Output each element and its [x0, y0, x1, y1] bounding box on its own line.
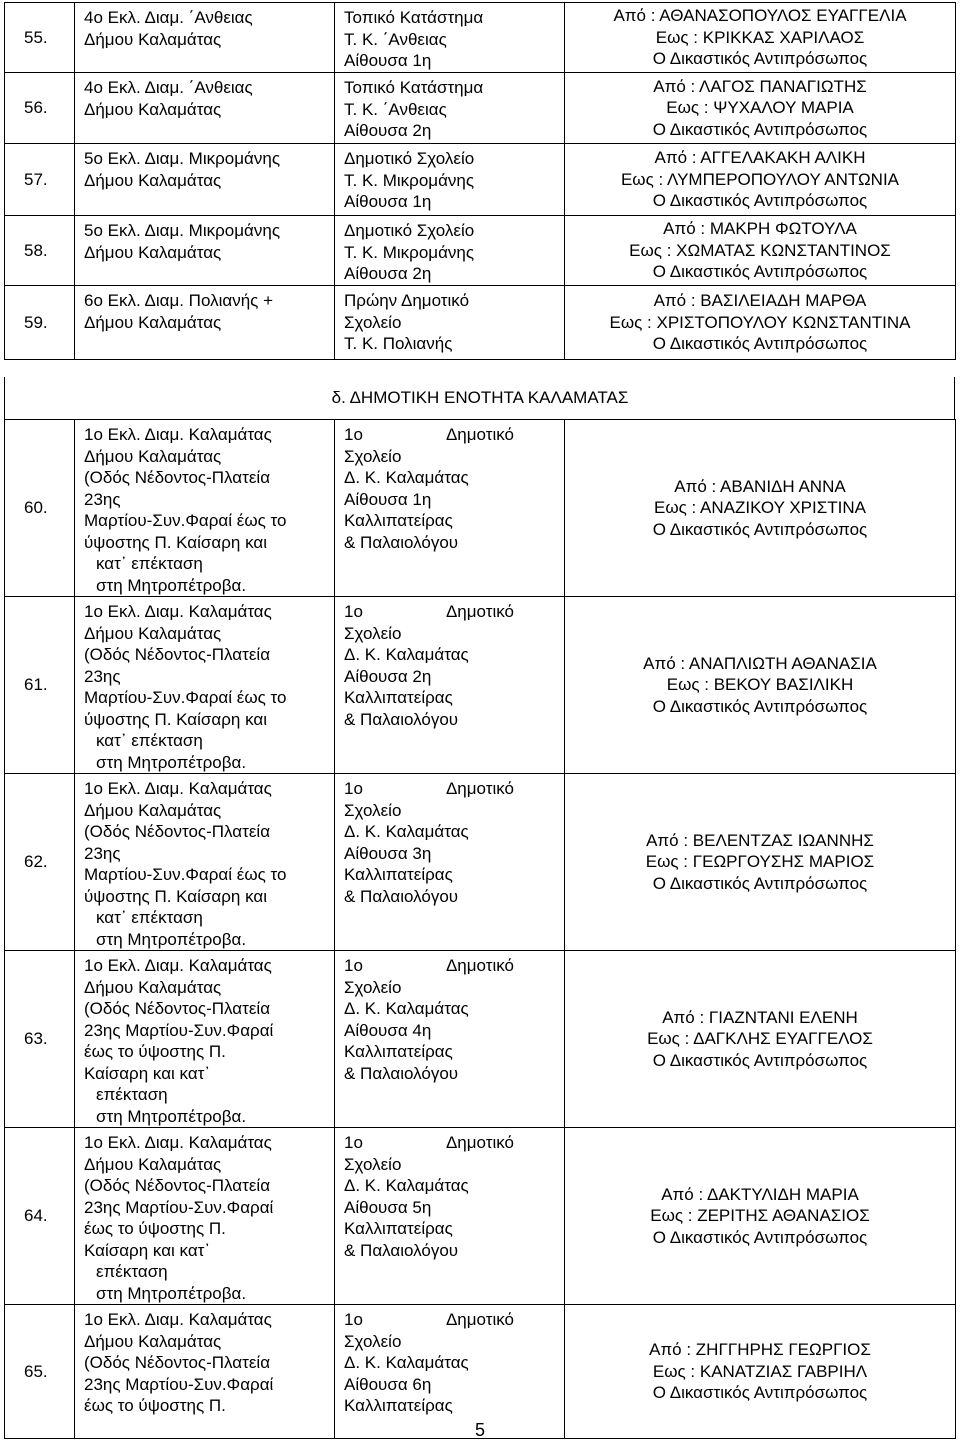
- text-line: (Οδός Νέδοντος-Πλατεία: [84, 1176, 271, 1195]
- text-line: Δήμου Καλαμάτας: [84, 242, 222, 262]
- text-line: επέκταση: [96, 1085, 168, 1104]
- text-line: Δημοτικό: [445, 779, 514, 798]
- text-line: ύψοστης Π. Καίσαρη και: [84, 709, 267, 729]
- text-line: Μαρτίου-Συν.Φαραί έως το: [84, 688, 287, 707]
- text-line: Δ. Κ. Καλαμάτας: [344, 645, 469, 664]
- text-line: Εως : ΚΡΙΚΚΑΣ ΧΑΡΙΛΑΟΣ: [655, 27, 865, 47]
- text-line: Από : ΑΝΑΠΛΙΩΤΗ ΑΘΑΝΑΣΙΑ: [643, 653, 877, 673]
- school-line: [344, 778, 514, 800]
- text-line: έως το ύψοστης Π.: [84, 1396, 226, 1415]
- section-band-left-border: [4, 377, 5, 420]
- row-number: 60.: [5, 420, 75, 597]
- text-line: κατ᾽ επέκταση: [96, 731, 203, 750]
- text-line: επέκταση: [96, 1262, 168, 1281]
- text-line: έως το ύψοστης Π.: [84, 1219, 226, 1238]
- text-line: Δήμου Καλαμάτας: [84, 977, 222, 997]
- text-line: Σχολείο: [344, 446, 402, 466]
- text-line: 23ης: [84, 489, 121, 509]
- representative-cell: [565, 951, 956, 1128]
- row-number: 59.: [5, 286, 75, 360]
- text-line: Αίθουσα 3η: [344, 843, 432, 863]
- text-line: Από : ΖΗΓΓΗΡΗΣ ΓΕΩΡΓΙΟΣ: [649, 1340, 871, 1360]
- text-line: 1ο: [344, 1310, 363, 1329]
- text-line: Αίθουσα 4η: [344, 1020, 432, 1040]
- text-line: Εως : ΚΑΝΑΤΖΙΑΣ ΓΑΒΡΙΗΛ: [652, 1361, 868, 1381]
- text-line: Εως : ΔΑΓΚΛΗΣ ΕΥΑΓΓΕΛΟΣ: [647, 1029, 873, 1049]
- school-line: [344, 1132, 514, 1154]
- district-cell: [75, 144, 335, 216]
- text-line: Καλλιπατείρας: [344, 511, 453, 530]
- text-line: Δ. Κ. Καλαμάτας: [344, 1353, 469, 1372]
- text-line: Δήμου Καλαμάτας: [84, 1154, 222, 1174]
- table-row: [5, 951, 956, 1128]
- text-line: Δήμου Καλαμάτας: [84, 800, 222, 820]
- table-row: [5, 73, 956, 144]
- text-line: Δήμου Καλαμάτας: [84, 170, 222, 190]
- text-line: (Οδός Νέδοντος-Πλατεία: [84, 999, 271, 1018]
- text-line: 1ο Εκλ. Διαμ. Καλαμάτας: [84, 956, 272, 975]
- text-line: Δημοτικό: [445, 1133, 514, 1152]
- table-row: [5, 774, 956, 951]
- text-line: Πρώην Δημοτικό: [344, 291, 470, 310]
- text-line: Δήμου Καλαμάτας: [84, 312, 222, 332]
- text-line: Δημοτικό Σχολείο: [344, 221, 475, 240]
- text-line: Δημοτικό: [445, 602, 514, 621]
- text-line: Δήμου Καλαμάτας: [84, 1331, 222, 1351]
- text-line: στη Μητροπέτροβα.: [96, 575, 247, 595]
- text-line: Τοπικό Κατάστημα: [344, 8, 484, 27]
- text-line: Από : ΑΓΓΕΛΑΚΑΚΗ ΑΛΙΚΗ: [654, 148, 866, 168]
- row-number: 63.: [5, 951, 75, 1128]
- text-line: Καλλιπατείρας: [344, 1042, 453, 1061]
- text-line: Εως : ΒΕΚΟΥ ΒΑΣΙΛΙΚΗ: [666, 675, 854, 695]
- location-cell: [335, 951, 565, 1128]
- text-line: Από : ΜΑΚΡΗ ΦΩΤΟΥΛΑ: [663, 219, 857, 239]
- row-number: 58.: [5, 216, 75, 286]
- text-line: Σχολείο: [344, 1331, 402, 1351]
- text-line: Καλλιπατείρας: [344, 1396, 453, 1415]
- text-line: 1ο: [344, 602, 363, 621]
- text-line: Από : ΒΑΣΙΛΕΙΑΔΗ ΜΑΡΘΑ: [653, 291, 867, 311]
- text-line: Καλλιπατείρας: [344, 865, 453, 884]
- district-cell: [75, 597, 335, 774]
- section-title: δ. ΔΗΜΟΤΙΚΗ ΕΝΟΤΗΤΑ ΚΑΛΑΜΑΤΑΣ: [331, 388, 629, 407]
- text-line: 23ης: [84, 843, 121, 863]
- text-line: Από : ΓΙΑΖΝΤΑΝΙ ΕΛΕΝΗ: [662, 1007, 858, 1027]
- text-line: ύψοστης Π. Καίσαρη και: [84, 886, 267, 906]
- location-cell: [335, 73, 565, 144]
- row-number: 62.: [5, 774, 75, 951]
- text-line: Δημοτικό Σχολείο: [344, 149, 475, 168]
- text-line: (Οδός Νέδοντος-Πλατεία: [84, 645, 271, 664]
- text-line: (Οδός Νέδοντος-Πλατεία: [84, 468, 271, 487]
- row-number: 56.: [5, 73, 75, 144]
- school-line: [344, 601, 514, 623]
- text-line: Τ. Κ. Μικρομάνης: [344, 170, 475, 190]
- text-line: Καίσαρη και κατ᾽: [84, 1240, 211, 1260]
- text-line: Ο Δικαστικός Αντιπρόσωπος: [652, 119, 868, 139]
- text-line: Σχολείο: [344, 800, 402, 820]
- text-line: & Παλαιολόγου: [344, 1063, 459, 1083]
- text-line: Εως : ΧΩΜΑΤΑΣ ΚΩΝΣΤΑΝΤΙΝΟΣ: [629, 240, 891, 260]
- text-line: Από : ΒΕΛΕΝΤΖΑΣ ΙΩΑΝΝΗΣ: [646, 830, 874, 850]
- text-line: Δ. Κ. Καλαμάτας: [344, 1176, 469, 1195]
- text-line: Δήμου Καλαμάτας: [84, 446, 222, 466]
- text-line: στη Μητροπέτροβα.: [96, 929, 247, 949]
- row-number: 61.: [5, 597, 75, 774]
- text-line: 4ο Εκλ. Διαμ. ΄Ανθειας: [84, 78, 253, 97]
- text-line: Ο Δικαστικός Αντιπρόσωπος: [652, 1227, 868, 1247]
- text-line: Σχολείο: [344, 312, 402, 332]
- district-cell: [75, 3, 335, 73]
- text-line: Ο Δικαστικός Αντιπρόσωπος: [652, 191, 868, 211]
- district-cell: [75, 774, 335, 951]
- section-band-right-border: [954, 377, 955, 420]
- text-line: Ο Δικαστικός Αντιπρόσωπος: [652, 1050, 868, 1070]
- text-line: Τοπικό Κατάστημα: [344, 78, 484, 97]
- text-line: Σχολείο: [344, 977, 402, 997]
- district-cell: [75, 1305, 335, 1439]
- text-line: κατ᾽ επέκταση: [96, 908, 203, 927]
- representative-cell: [565, 216, 956, 286]
- text-line: Από : ΑΒΑΝΙΔΗ ΑΝΝΑ: [674, 476, 846, 496]
- text-line: ύψοστης Π. Καίσαρη και: [84, 532, 267, 552]
- table-row: [5, 3, 956, 73]
- text-line: Εως : ΨΥΧΑΛΟΥ ΜΑΡΙΑ: [666, 98, 854, 118]
- text-line: 5ο Εκλ. Διαμ. Μικρομάνης: [84, 221, 281, 240]
- text-line: 1ο Εκλ. Διαμ. Καλαμάτας: [84, 602, 272, 621]
- text-line: 23ης: [84, 666, 121, 686]
- representative-cell: [565, 3, 956, 73]
- text-line: & Παλαιολόγου: [344, 532, 459, 552]
- representative-cell: [565, 420, 956, 597]
- text-line: Αίθουσα 2η: [344, 264, 432, 283]
- text-line: 6ο Εκλ. Διαμ. Πολιανής +: [84, 291, 273, 310]
- district-cell: [75, 420, 335, 597]
- text-line: 1ο: [344, 956, 363, 975]
- upper-table: [4, 2, 956, 360]
- text-line: Μαρτίου-Συν.Φαραί έως το: [84, 865, 287, 884]
- representative-cell: [565, 73, 956, 144]
- text-line: Αίθουσα 1η: [344, 192, 432, 211]
- text-line: 23ης Μαρτίου-Συν.Φαραί: [84, 1020, 274, 1040]
- text-line: 1ο: [344, 1133, 363, 1152]
- text-line: Ο Δικαστικός Αντιπρόσωπος: [652, 1383, 868, 1403]
- text-line: Ο Δικαστικός Αντιπρόσωπος: [652, 873, 868, 893]
- text-line: στη Μητροπέτροβα.: [96, 1106, 247, 1126]
- text-line: 23ης Μαρτίου-Συν.Φαραί: [84, 1374, 274, 1394]
- text-line: Τ. Κ. Πολιανής: [344, 334, 453, 353]
- table-row: [5, 216, 956, 286]
- representative-cell: [565, 774, 956, 951]
- text-line: 1ο Εκλ. Διαμ. Καλαμάτας: [84, 425, 272, 444]
- representative-cell: [565, 1128, 956, 1305]
- text-line: & Παλαιολόγου: [344, 886, 459, 906]
- representative-cell: [565, 144, 956, 216]
- district-cell: [75, 951, 335, 1128]
- text-line: στη Μητροπέτροβα.: [96, 1283, 247, 1303]
- text-line: 1ο Εκλ. Διαμ. Καλαμάτας: [84, 779, 272, 798]
- text-line: Από : ΔΑΚΤΥΛΙΔΗ ΜΑΡΙΑ: [661, 1184, 859, 1204]
- table-row: [5, 420, 956, 597]
- text-line: (Οδός Νέδοντος-Πλατεία: [84, 1353, 271, 1372]
- text-line: Εως : ΑΝΑΖΙΚΟΥ ΧΡΙΣΤΙΝΑ: [654, 498, 866, 518]
- text-line: Ο Δικαστικός Αντιπρόσωπος: [652, 262, 868, 282]
- text-line: Δ. Κ. Καλαμάτας: [344, 822, 469, 841]
- text-line: 4ο Εκλ. Διαμ. ΄Ανθειας: [84, 8, 253, 27]
- text-line: Ο Δικαστικός Αντιπρόσωπος: [652, 49, 868, 69]
- text-line: Από : ΑΘΑΝΑΣΟΠΟΥΛΟΣ ΕΥΑΓΓΕΛΙΑ: [613, 6, 907, 26]
- school-line: [344, 955, 514, 977]
- representative-cell: [565, 286, 956, 360]
- text-line: Δήμου Καλαμάτας: [84, 99, 222, 119]
- text-line: Εως : ΧΡΙΣΤΟΠΟΥΛΟΥ ΚΩΝΣΤΑΝΤΙΝΑ: [609, 312, 911, 332]
- location-cell: [335, 144, 565, 216]
- text-line: Εως : ΛΥΜΠΕΡΟΠΟΥΛΟΥ ΑΝΤΩΝΙΑ: [620, 169, 900, 189]
- table-row: [5, 286, 956, 360]
- text-line: Δημοτικό: [445, 425, 514, 444]
- text-line: Από : ΛΑΓΟΣ ΠΑΝΑΓΙΩΤΗΣ: [653, 76, 867, 96]
- text-line: Αίθουσα 5η: [344, 1197, 432, 1217]
- text-line: Σχολείο: [344, 623, 402, 643]
- text-line: 1ο: [344, 779, 363, 798]
- text-line: Μαρτίου-Συν.Φαραί έως το: [84, 511, 287, 530]
- row-number: 64.: [5, 1128, 75, 1305]
- location-cell: [335, 420, 565, 597]
- text-line: Τ. Κ. ΄Ανθειας: [344, 29, 447, 49]
- text-line: 23ης Μαρτίου-Συν.Φαραί: [84, 1197, 274, 1217]
- text-line: Καίσαρη και κατ᾽: [84, 1063, 211, 1083]
- text-line: Δ. Κ. Καλαμάτας: [344, 999, 469, 1018]
- table-row: [5, 1128, 956, 1305]
- text-line: Αίθουσα 1η: [344, 51, 432, 70]
- school-line: [344, 1309, 514, 1331]
- table-row: [5, 597, 956, 774]
- text-line: έως το ύψοστης Π.: [84, 1042, 226, 1061]
- text-line: Ο Δικαστικός Αντιπρόσωπος: [652, 519, 868, 539]
- text-line: Τ. Κ. Μικρομάνης: [344, 242, 475, 262]
- text-line: & Παλαιολόγου: [344, 1240, 459, 1260]
- representative-cell: [565, 1305, 956, 1439]
- text-line: 1ο: [344, 425, 363, 444]
- text-line: Ο Δικαστικός Αντιπρόσωπος: [652, 334, 868, 354]
- text-line: Δημοτικό: [445, 1310, 514, 1329]
- text-line: Αίθουσα 1η: [344, 489, 432, 509]
- text-line: 1ο Εκλ. Διαμ. Καλαμάτας: [84, 1133, 272, 1152]
- text-line: Σχολείο: [344, 1154, 402, 1174]
- text-line: Δημοτικό: [445, 956, 514, 975]
- text-line: Καλλιπατείρας: [344, 1219, 453, 1238]
- district-cell: [75, 216, 335, 286]
- text-line: & Παλαιολόγου: [344, 709, 459, 729]
- page-number: 5: [474, 1420, 485, 1440]
- district-cell: [75, 286, 335, 360]
- text-line: Αίθουσα 2η: [344, 121, 432, 140]
- text-line: Ο Δικαστικός Αντιπρόσωπος: [652, 696, 868, 716]
- table-row: [5, 1305, 956, 1439]
- text-line: κατ᾽ επέκταση: [96, 554, 203, 573]
- table-row: [5, 144, 956, 216]
- district-cell: [75, 1128, 335, 1305]
- location-cell: [335, 597, 565, 774]
- location-cell: [335, 216, 565, 286]
- text-line: 1ο Εκλ. Διαμ. Καλαμάτας: [84, 1310, 272, 1329]
- location-cell: [335, 774, 565, 951]
- location-cell: [335, 1305, 565, 1439]
- text-line: Αίθουσα 2η: [344, 666, 432, 686]
- text-line: Δ. Κ. Καλαμάτας: [344, 468, 469, 487]
- text-line: Καλλιπατείρας: [344, 688, 453, 707]
- school-line: [344, 424, 514, 446]
- location-cell: [335, 1128, 565, 1305]
- text-line: Αίθουσα 6η: [344, 1374, 432, 1394]
- row-number: 57.: [5, 144, 75, 216]
- text-line: Εως : ΓΕΩΡΓΟΥΣΗΣ ΜΑΡΙΟΣ: [645, 852, 875, 872]
- text-line: Τ. Κ. ΄Ανθειας: [344, 99, 447, 119]
- row-number: 65.: [5, 1305, 75, 1439]
- row-number: 55.: [5, 3, 75, 73]
- representative-cell: [565, 597, 956, 774]
- location-cell: [335, 3, 565, 73]
- location-cell: [335, 286, 565, 360]
- text-line: Δήμου Καλαμάτας: [84, 623, 222, 643]
- text-line: Εως : ΖΕΡΙΤΗΣ ΑΘΑΝΑΣΙΟΣ: [650, 1206, 870, 1226]
- text-line: Δήμου Καλαμάτας: [84, 29, 222, 49]
- text-line: 5ο Εκλ. Διαμ. Μικρομάνης: [84, 149, 281, 168]
- district-cell: [75, 73, 335, 144]
- lower-table: [4, 419, 956, 1439]
- text-line: στη Μητροπέτροβα.: [96, 752, 247, 772]
- text-line: (Οδός Νέδοντος-Πλατεία: [84, 822, 271, 841]
